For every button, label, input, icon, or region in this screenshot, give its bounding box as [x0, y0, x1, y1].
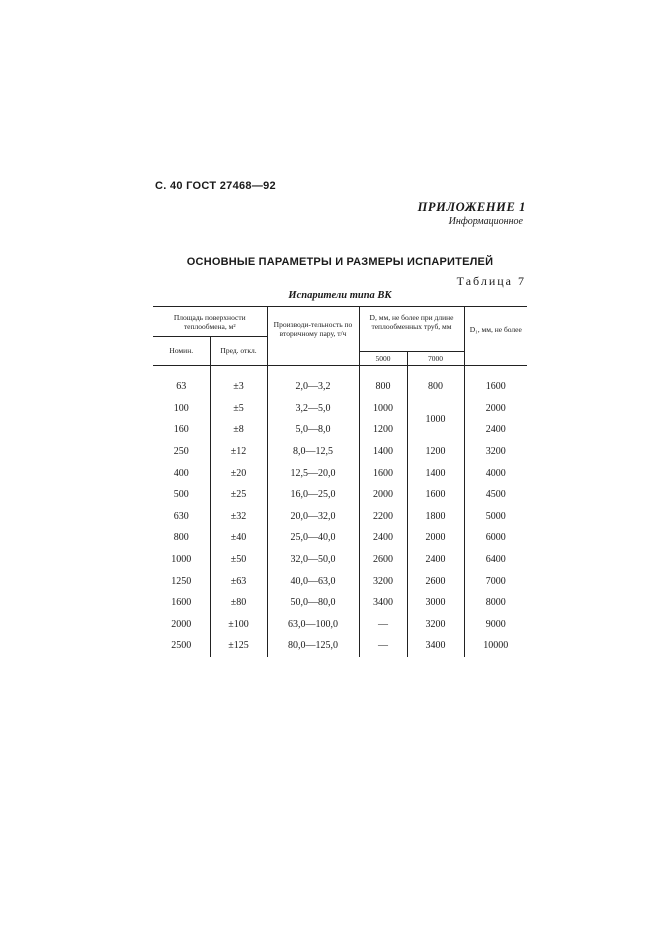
cell-tolerance: ±12: [210, 441, 267, 463]
cell-productivity: 63,0—100,0: [267, 614, 359, 636]
cell-d-5000: 1600: [359, 462, 407, 484]
cell-d-5000: 3400: [359, 592, 407, 614]
table-row: [153, 549, 527, 571]
cell-d-7000: 3200: [407, 614, 464, 636]
cell-d-5000: 1400: [359, 441, 407, 463]
cell-d1: 6400: [485, 554, 506, 566]
cell-d1: 1600: [485, 381, 506, 393]
header-productivity-cont: [267, 351, 359, 365]
header-len-7000: 7000: [407, 351, 464, 365]
cell-d1: 2000: [485, 402, 506, 414]
cell-d1: 6000: [485, 532, 506, 544]
document-title: ОСНОВНЫЕ ПАРАМЕТРЫ И РАЗМЕРЫ ИСПАРИТЕЛЕЙ: [186, 256, 494, 268]
cell-d-5000: 2600: [359, 549, 407, 571]
cell-d1: 9000: [485, 618, 506, 630]
cell-nominal: 2500: [153, 635, 210, 657]
cell-d-5000: 2000: [359, 484, 407, 506]
cell-productivity: 80,0—125,0: [267, 635, 359, 657]
cell-tolerance: ±50: [210, 549, 267, 571]
cell-nominal: 160: [153, 419, 210, 441]
cell-nominal: 1000: [153, 549, 210, 571]
cell-d1: 2400: [485, 424, 506, 436]
table-row: [153, 376, 527, 398]
cell-d-5000: 1000: [359, 398, 407, 420]
cell-tolerance: ±40: [210, 527, 267, 549]
table-row: [153, 527, 527, 549]
cell-tolerance: ±25: [210, 484, 267, 506]
cell-d1: 4500: [485, 489, 506, 501]
header-d1: D₁, мм, не более: [464, 307, 527, 366]
cell-d-7000: 1200: [407, 441, 464, 463]
table-number: Таблица 7: [456, 274, 526, 288]
table-row: [153, 462, 527, 484]
cell-nominal: 250: [153, 441, 210, 463]
cell-tolerance: ±20: [210, 462, 267, 484]
cell-nominal: 100: [153, 398, 210, 420]
cell-nominal: 1600: [153, 592, 210, 614]
cell-productivity: 3,2—5,0: [267, 398, 359, 420]
table-row: [153, 441, 527, 463]
cell-d-7000: 1000: [407, 398, 464, 441]
cell-nominal: 63: [153, 376, 210, 398]
cell-d-7000: 2600: [407, 570, 464, 592]
cell-nominal: 630: [153, 506, 210, 528]
cell-d-5000: —: [359, 635, 407, 657]
cell-productivity: 50,0—80,0: [267, 592, 359, 614]
cell-productivity: 12,5—20,0: [267, 462, 359, 484]
header-area: Площадь поверхности теплообмена, м²: [153, 307, 267, 337]
header-d-spacer: [359, 337, 464, 352]
cell-d1: 4000: [485, 467, 506, 479]
cell-d1: 10000: [483, 640, 509, 652]
cell-d-7000: 2000: [407, 527, 464, 549]
cell-tolerance: ±100: [210, 614, 267, 636]
cell-d1: 5000: [485, 510, 506, 522]
cell-productivity: 16,0—25,0: [267, 484, 359, 506]
cell-d-5000: 800: [359, 376, 407, 398]
cell-d-7000: 3400: [407, 635, 464, 657]
table-row: [153, 398, 527, 420]
cell-nominal: 500: [153, 484, 210, 506]
header-len-5000: 5000: [359, 351, 407, 365]
cell-tolerance: ±80: [210, 592, 267, 614]
header-d: D, мм, не более при длине теплообменных труб, мм: [359, 307, 464, 337]
cell-d-5000: 2200: [359, 506, 407, 528]
cell-d-5000: 2400: [359, 527, 407, 549]
cell-d-5000: 1200: [359, 419, 407, 441]
table-row: [153, 635, 527, 657]
cell-productivity: 25,0—40,0: [267, 527, 359, 549]
table-row: [153, 419, 527, 441]
cell-tolerance: ±32: [210, 506, 267, 528]
cell-tolerance: ±8: [210, 419, 267, 441]
table-row: [153, 570, 527, 592]
table-caption: Испарители типа ВК: [288, 290, 392, 301]
cell-d1: 7000: [485, 575, 506, 587]
cell-productivity: 5,0—8,0: [267, 419, 359, 441]
cell-d-7000: 800: [407, 376, 464, 398]
cell-d-7000: 1400: [407, 462, 464, 484]
cell-d-7000: 3000: [407, 592, 464, 614]
cell-nominal: 1250: [153, 570, 210, 592]
cell-nominal: 2000: [153, 614, 210, 636]
cell-d-5000: 3200: [359, 570, 407, 592]
table-row: [153, 484, 527, 506]
cell-productivity: 2,0—3,2: [267, 376, 359, 398]
cell-d1: 3200: [485, 446, 506, 458]
appendix-subtitle: Информационное: [448, 216, 523, 227]
header-productivity: Производи-тельность по вторичному пару, т/ч: [267, 307, 359, 352]
cell-productivity: 32,0—50,0: [267, 549, 359, 571]
cell-nominal: 800: [153, 527, 210, 549]
header-nominal: Номин.: [153, 337, 210, 366]
cell-tolerance: ±3: [210, 376, 267, 398]
cell-d-7000: 1800: [407, 506, 464, 528]
table-row: [153, 592, 527, 614]
cell-tolerance: ±63: [210, 570, 267, 592]
evaporator-table: [153, 306, 527, 657]
cell-nominal: 400: [153, 462, 210, 484]
table-row: [153, 506, 527, 528]
cell-d-7000: 2400: [407, 549, 464, 571]
cell-productivity: 40,0—63,0: [267, 570, 359, 592]
cell-productivity: 20,0—32,0: [267, 506, 359, 528]
header-tolerance: Пред. откл.: [210, 337, 267, 366]
cell-productivity: 8,0—12,5: [267, 441, 359, 463]
cell-d-7000: 1600: [407, 484, 464, 506]
appendix-title: ПРИЛОЖЕНИЕ 1: [417, 200, 526, 214]
page-header: С. 40 ГОСТ 27468—92: [155, 180, 276, 192]
cell-tolerance: ±5: [210, 398, 267, 420]
cell-d-5000: —: [359, 614, 407, 636]
cell-d1: 8000: [485, 597, 506, 609]
table-row: [153, 614, 527, 636]
cell-tolerance: ±125: [210, 635, 267, 657]
